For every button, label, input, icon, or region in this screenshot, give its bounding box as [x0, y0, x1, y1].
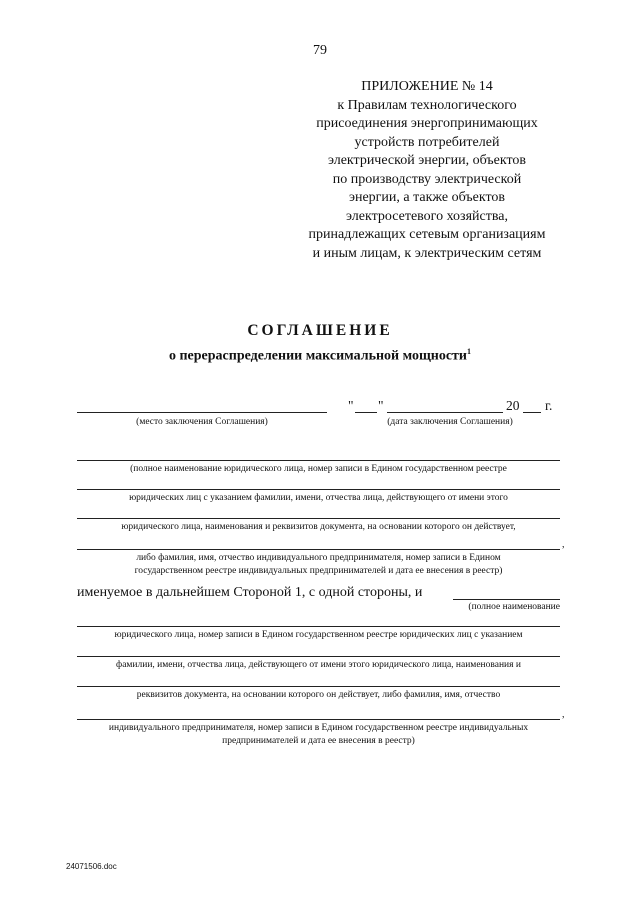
party1-caption: (полное наименование юридического лица, номер записи в Едином государственном реестре [130, 464, 507, 474]
appendix-header [300, 78, 554, 263]
party2-caption: индивидуального предпринимателя, номер записи в Едином государственном реестре индивидуальных [108, 723, 529, 733]
date-quote-open: " [348, 398, 354, 413]
appendix-line: по производству электрической [332, 171, 522, 187]
date-caption: (дата заключения Соглашения) [387, 417, 513, 427]
party2-field[interactable] [77, 626, 560, 627]
party2-name-field[interactable] [453, 599, 560, 600]
party1-caption: либо фамилия, имя, отчество индивидуального предпринимателя, номер записи в Едином [136, 553, 501, 563]
party1-caption: юридических лиц с указанием фамилии, имени, отчества лица, действующего от имени этого [129, 493, 508, 503]
appendix-line: энергии, а также объектов [348, 190, 506, 205]
footnote-mark: 1 [467, 347, 471, 356]
party2-field[interactable] [77, 656, 560, 657]
party2-comma: , [562, 709, 565, 720]
appendix-title: ПРИЛОЖЕНИЕ № 14 [361, 79, 493, 94]
party2-field[interactable] [77, 719, 560, 720]
appendix-line: и иным лицам, к электрическим сетям [312, 245, 542, 261]
party2-caption: юридического лица, номер записи в Едином государственном реестре юридических лиц с указанием [114, 630, 523, 640]
party2-field[interactable] [77, 686, 560, 687]
date-year-suffix: г. [545, 398, 553, 413]
date-year-field[interactable] [523, 412, 541, 413]
party2-caption: (полное наименование [468, 602, 560, 612]
appendix-line: принадлежащих сетевым организациям [308, 227, 546, 242]
date-year-prefix: 20 [506, 398, 520, 413]
party1-field[interactable] [77, 549, 560, 550]
appendix-line: электросетевого хозяйства, [346, 208, 508, 224]
date-month-field[interactable] [387, 412, 503, 413]
party1-field[interactable] [77, 518, 560, 519]
footer-filename: 24071506.doc [66, 862, 117, 871]
appendix-line: к Правилам технологического [337, 97, 517, 113]
date-quote-close: " [378, 398, 384, 413]
party1-field[interactable] [77, 460, 560, 461]
party2-caption: предпринимателей и дата ее внесения в реестр) [222, 736, 415, 746]
appendix-line: электрической энергии, объектов [327, 153, 527, 168]
appendix-line: устройств потребителей [354, 134, 500, 150]
document-subtitle-text: о перераспределении максимальной мощности [168, 348, 467, 364]
appendix-line: присоединения энергопринимающих [316, 116, 538, 131]
party2-caption: реквизитов документа, на основании которого он действует, либо фамилия, имя, отчество [136, 690, 501, 700]
party2-intro: именуемое в дальнейшем Стороной 1, с одной стороны, и [77, 585, 423, 600]
date-day-field[interactable] [355, 412, 377, 413]
party1-comma: , [562, 539, 565, 550]
party1-caption: государственном реестре индивидуальных предпринимателей и дата ее внесения в реестр) [134, 566, 503, 576]
party1-caption: юридического лица, наименования и реквизитов документа, на основании которого он действует, [121, 522, 516, 532]
party1-field[interactable] [77, 489, 560, 490]
party2-caption: фамилии, имени, отчества лица, действующего от имени этого юридического лица, наименования и [116, 660, 521, 670]
document-title: СОГЛАШЕНИЕ [247, 322, 393, 339]
place-field[interactable] [77, 412, 327, 413]
document-subtitle [0, 347, 640, 365]
page-number: 79 [313, 43, 327, 58]
place-caption: (место заключения Соглашения) [136, 417, 268, 427]
